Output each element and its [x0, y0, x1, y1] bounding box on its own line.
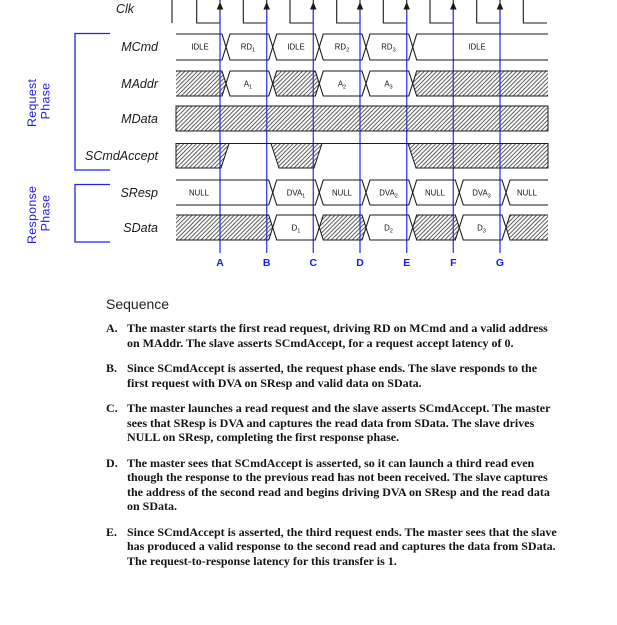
marker-f: F: [450, 257, 457, 269]
maddr-a1-sub: 1: [249, 84, 253, 91]
sequence-item-text: Since SCmdAccept is asserted, the third request ends. The master sees that the slave has produced a valid response to the second read and captures the data from SData. The request-to-response latency for this transfer is 1.: [127, 524, 557, 568]
clk-arrow-icon: [310, 2, 317, 10]
sequence-item-letter: B.: [106, 361, 118, 375]
timing-diagram: [0, 0, 617, 272]
signal-label-maddr: MAddr: [121, 77, 158, 91]
request-phase-label: [25, 75, 53, 127]
sresp-seg-null1: NULL: [189, 188, 209, 198]
sdata-dontcare-1: [176, 215, 273, 240]
scmdaccept-dontcare-1: [176, 144, 229, 169]
maddr-waveform: [176, 71, 548, 96]
sresp-waveform: [176, 180, 548, 205]
sdata-d2-base: D: [384, 223, 390, 233]
sdata-seg-d3: [477, 224, 486, 235]
mdata-waveform: [176, 106, 548, 131]
sequence-item-text: The master launches a read request and the slave asserts SCmdAccept. The master sees that SResp is DVA and captures the read data from SData. The slave drives NULL on SResp, completing the first response phase.: [127, 401, 551, 444]
sresp-seg-null4: NULL: [517, 188, 537, 198]
mcmd-waveform: [176, 34, 548, 60]
signal-label-sresp: SResp: [120, 186, 158, 200]
scmdaccept-dontcare-3: [408, 144, 548, 169]
sequence-item-a: [106, 321, 558, 350]
sdata-waveform: [176, 215, 548, 240]
marker-b: B: [262, 257, 271, 269]
marker-letters: [216, 257, 504, 269]
mcmd-seg-rd1: [241, 43, 255, 54]
response-phase-line2: Phase: [38, 194, 53, 232]
marker-g: G: [495, 257, 505, 269]
mcmd-seg-rd2: [335, 43, 349, 54]
mcmd-rd2-sub: 2: [346, 47, 350, 54]
sdata-seg-d2: [384, 224, 393, 235]
sdata-dontcare-3: [413, 215, 460, 240]
signal-label-sdata: SData: [123, 221, 158, 235]
sequence-item-letter: A.: [106, 321, 118, 335]
maddr-a3-base: A: [384, 79, 390, 89]
sresp-dva1-sub: 1: [302, 193, 306, 200]
sdata-d3-base: D: [477, 223, 483, 233]
sdata-dontcare-4: [506, 215, 548, 240]
clk-arrow-icon: [217, 2, 224, 10]
request-phase-line2: Phase: [38, 82, 53, 120]
clk-arrow-icon: [450, 2, 457, 10]
sequence-item-text: The master sees that SCmdAccept is asserted, so it can launch a third read even though the response to the previous read has not been received. The slave captures the address of the second read and begins driving DVA on SResp and the read data on SData.: [127, 455, 550, 513]
mcmd-seg-rd3: [381, 43, 395, 54]
sdata-d1-base: D: [291, 223, 298, 233]
maddr-seg-a3: [384, 80, 392, 91]
sequence-section: [106, 296, 558, 579]
maddr-a2-sub: 2: [343, 84, 347, 91]
sequence-item-b: [106, 361, 558, 390]
clk-arrow-icon: [263, 2, 270, 10]
clk-arrow-icon: [403, 2, 410, 10]
maddr-a3-sub: 3: [389, 84, 393, 91]
scmdaccept-dontcare-2: [271, 144, 322, 169]
clk-edge-arrows: [217, 2, 504, 10]
sresp-dva3-base: DVA: [472, 188, 488, 198]
clk-arrow-icon: [357, 2, 364, 10]
signal-label-mcmd: MCmd: [121, 40, 158, 54]
response-phase-label: [25, 182, 53, 244]
marker-c: C: [309, 257, 318, 269]
maddr-dontcare-2: [273, 71, 320, 96]
maddr-dontcare-3: [413, 71, 548, 96]
sequence-item-c: [106, 401, 558, 445]
mcmd-rd3-base: RD: [381, 42, 393, 52]
sresp-dva2-sub: 2: [394, 193, 398, 200]
clk-arrow-icon: [497, 2, 504, 10]
request-phase-line1: Request: [25, 78, 39, 128]
sequence-item-text: The master starts the first read request, driving RD on MCmd and a valid address on MAddr. The slave asserts SCmdAccept, for a request accept latency of 0.: [127, 321, 548, 350]
sresp-seg-dva1: [287, 189, 306, 200]
sdata-d2-sub: 2: [389, 228, 393, 235]
sresp-seg-dva3: [472, 189, 491, 200]
maddr-a2-base: A: [337, 79, 344, 89]
maddr-dontcare-1: [176, 71, 226, 96]
mcmd-rd1-base: RD: [240, 42, 253, 52]
scmdaccept-waveform: [176, 144, 548, 169]
mcmd-rd2-base: RD: [334, 42, 347, 52]
response-phase-line1: Response: [25, 185, 39, 244]
mcmd-rd3-sub: 3: [392, 47, 396, 54]
sresp-seg-null3: NULL: [425, 188, 445, 198]
sresp-dva1-base: DVA: [286, 188, 303, 198]
sresp-seg-dva2: [379, 189, 398, 200]
sdata-d1-sub: 1: [297, 228, 301, 235]
maddr-a1-base: A: [243, 79, 250, 89]
maddr-seg-a1: [244, 80, 252, 91]
mcmd-seg-idle3: IDLE: [468, 42, 486, 52]
sequence-item-text: Since SCmdAccept is asserted, the request phase ends. The slave responds to the first request with DVA on SResp and valid data on SData.: [127, 361, 538, 390]
sdata-seg-d1: [292, 224, 301, 235]
sresp-dva3-sub: 3: [487, 193, 491, 200]
signal-label-scmdaccept: SCmdAccept: [85, 149, 158, 163]
sequence-item-e: [106, 525, 558, 569]
marker-a: A: [216, 257, 224, 269]
mcmd-seg-idle1: IDLE: [191, 42, 209, 52]
sequence-item-d: [106, 456, 558, 514]
sequence-item-letter: D.: [106, 455, 118, 470]
sresp-dva2-base: DVA: [379, 188, 395, 198]
mcmd-rd1-sub: 1: [252, 47, 256, 54]
signal-label-mdata: MData: [121, 112, 158, 126]
maddr-seg-a2: [338, 80, 346, 91]
sresp-seg-null2: NULL: [332, 188, 352, 198]
sequence-item-letter: C.: [106, 401, 118, 415]
marker-e: E: [403, 257, 411, 269]
sequence-heading: Sequence: [106, 296, 170, 312]
sdata-dontcare-2: [319, 215, 366, 240]
response-phase-bracket: [75, 185, 110, 243]
signal-label-clk: Clk: [115, 2, 134, 16]
marker-d: D: [356, 257, 364, 269]
mcmd-seg-idle2: IDLE: [287, 42, 305, 52]
sequence-item-letter: E.: [106, 524, 118, 539]
sdata-d3-sub: 3: [482, 228, 486, 235]
